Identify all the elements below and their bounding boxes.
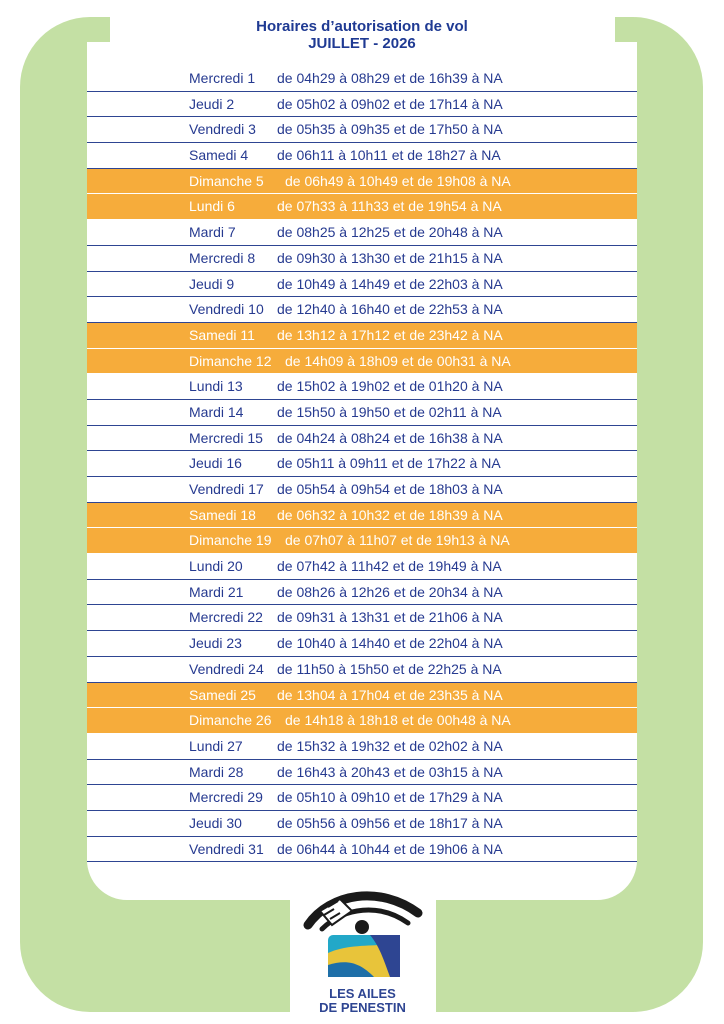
day-label: Vendredi 31 xyxy=(189,840,264,857)
schedule-row xyxy=(87,503,637,529)
club-logo xyxy=(300,885,425,1020)
day-label: Lundi 13 xyxy=(189,378,243,395)
flight-slots: de 08h25 à 12h25 et de 20h48 à NA xyxy=(277,224,503,241)
day-label: Dimanche 26 xyxy=(189,712,272,729)
schedule-row xyxy=(87,246,637,272)
day-label: Mercredi 1 xyxy=(189,70,256,86)
flight-slots: de 08h26 à 12h26 et de 20h34 à NA xyxy=(277,583,503,600)
schedule-row xyxy=(87,785,637,811)
schedule-row xyxy=(87,426,637,452)
flight-slots: de 09h30 à 13h30 et de 21h15 à NA xyxy=(277,249,503,266)
flight-slots: de 07h07 à 11h07 et de 19h13 à NA xyxy=(285,532,510,549)
day-label: Mardi 21 xyxy=(189,583,244,600)
schedule-row xyxy=(87,66,637,92)
flight-slots: de 14h09 à 18h09 et de 00h31 à NA xyxy=(285,352,511,369)
flight-slots: de 05h10 à 09h10 et de 17h29 à NA xyxy=(277,789,503,806)
flight-slots: de 11h50 à 15h50 et de 22h25 à NA xyxy=(277,660,502,677)
day-label: Lundi 6 xyxy=(189,198,235,215)
flight-slots: de 05h35 à 09h35 et de 17h50 à NA xyxy=(277,121,503,138)
schedule-row xyxy=(87,760,637,786)
schedule-row xyxy=(87,708,637,734)
day-label: Mercredi 29 xyxy=(189,789,263,806)
schedule-row xyxy=(87,400,637,426)
flight-slots: de 10h49 à 14h49 et de 22h03 à NA xyxy=(277,275,503,292)
day-label: Mercredi 22 xyxy=(189,609,263,626)
day-label: Vendredi 10 xyxy=(189,301,264,318)
day-label: Mercredi 15 xyxy=(189,429,263,446)
day-label: Samedi 4 xyxy=(189,147,249,164)
flight-slots: de 05h56 à 09h56 et de 18h17 à NA xyxy=(277,814,503,831)
schedule-row xyxy=(87,323,637,349)
day-label: Dimanche 12 xyxy=(189,352,272,369)
flight-slots: de 05h54 à 09h54 et de 18h03 à NA xyxy=(277,481,503,497)
flight-slots: de 16h43 à 20h43 et de 03h15 à NA xyxy=(277,763,503,780)
schedule-row xyxy=(87,631,637,657)
schedule-row xyxy=(87,143,637,169)
schedule-row xyxy=(87,349,637,375)
flight-slots: de 06h44 à 10h44 et de 19h06 à NA xyxy=(277,840,503,857)
flight-slots: de 13h04 à 17h04 et de 23h35 à NA xyxy=(277,686,503,703)
schedule-row xyxy=(87,657,637,683)
schedule-row xyxy=(87,837,637,863)
day-label: Jeudi 2 xyxy=(189,95,235,112)
schedule-row xyxy=(87,811,637,837)
title-line-2: JUILLET - 2026 xyxy=(308,35,416,52)
day-label: Dimanche 19 xyxy=(189,532,272,549)
day-label: Jeudi 30 xyxy=(189,814,242,831)
paraglider-logo-icon xyxy=(300,885,425,985)
day-label: Jeudi 9 xyxy=(189,275,235,292)
day-label: Mercredi 8 xyxy=(189,249,256,266)
day-label: Dimanche 5 xyxy=(189,172,264,189)
flight-slots: de 12h40 à 16h40 et de 22h53 à NA xyxy=(277,301,503,318)
day-label: Lundi 27 xyxy=(189,737,243,754)
day-label: Samedi 25 xyxy=(189,686,256,703)
flight-slots: de 13h12 à 17h12 et de 23h42 à NA xyxy=(277,326,503,343)
day-label: Mardi 14 xyxy=(189,403,244,420)
day-label: Vendredi 17 xyxy=(189,481,264,497)
day-label: Samedi 18 xyxy=(189,506,256,523)
day-label: Jeudi 16 xyxy=(189,455,242,472)
flight-slots: de 10h40 à 14h40 et de 22h04 à NA xyxy=(277,635,503,652)
schedule-row xyxy=(87,528,637,554)
schedule-table xyxy=(87,66,637,862)
day-label: Jeudi 23 xyxy=(189,635,242,652)
flight-slots: de 07h33 à 11h33 et de 19h54 à NA xyxy=(277,198,502,215)
schedule-row xyxy=(87,477,637,503)
day-label: Mardi 28 xyxy=(189,763,244,780)
day-label: Lundi 20 xyxy=(189,558,243,575)
schedule-row xyxy=(87,194,637,220)
schedule-row xyxy=(87,220,637,246)
flight-slots: de 15h50 à 19h50 et de 02h11 à NA xyxy=(277,403,502,420)
schedule-row xyxy=(87,169,637,195)
schedule-row xyxy=(87,451,637,477)
schedule-row xyxy=(87,605,637,631)
day-label: Mardi 7 xyxy=(189,224,236,241)
schedule-row xyxy=(87,272,637,298)
schedule-row xyxy=(87,297,637,323)
schedule-row xyxy=(87,683,637,709)
flight-slots: de 05h02 à 09h02 et de 17h14 à NA xyxy=(277,95,503,112)
schedule-row xyxy=(87,374,637,400)
flight-slots: de 04h24 à 08h24 et de 16h38 à NA xyxy=(277,429,503,446)
day-label: Vendredi 3 xyxy=(189,121,256,138)
flight-slots: de 15h02 à 19h02 et de 01h20 à NA xyxy=(277,378,503,395)
schedule-row xyxy=(87,734,637,760)
flight-slots: de 06h11 à 10h11 et de 18h27 à NA xyxy=(277,147,501,164)
day-label: Vendredi 24 xyxy=(189,660,264,677)
flight-slots: de 14h18 à 18h18 et de 00h48 à NA xyxy=(285,712,511,729)
flight-slots: de 06h32 à 10h32 et de 18h39 à NA xyxy=(277,506,503,523)
page-title xyxy=(0,18,724,52)
flight-slots: de 09h31 à 13h31 et de 21h06 à NA xyxy=(277,609,503,626)
logo-text-line-1: LES AILES xyxy=(329,986,396,1001)
flight-slots: de 05h11 à 09h11 et de 17h22 à NA xyxy=(277,455,501,472)
flight-slots: de 07h42 à 11h42 et de 19h49 à NA xyxy=(277,558,502,575)
logo-text-line-2: DE PENESTIN xyxy=(319,1000,406,1015)
day-label: Samedi 11 xyxy=(189,326,255,343)
flight-slots: de 06h49 à 10h49 et de 19h08 à NA xyxy=(285,172,511,189)
schedule-row xyxy=(87,117,637,143)
schedule-row xyxy=(87,580,637,606)
flight-slots: de 04h29 à 08h29 et de 16h39 à NA xyxy=(277,70,503,86)
schedule-row xyxy=(87,92,637,118)
schedule-row xyxy=(87,554,637,580)
title-line-1: Horaires d’autorisation de vol xyxy=(256,18,468,35)
flight-slots: de 15h32 à 19h32 et de 02h02 à NA xyxy=(277,737,503,754)
